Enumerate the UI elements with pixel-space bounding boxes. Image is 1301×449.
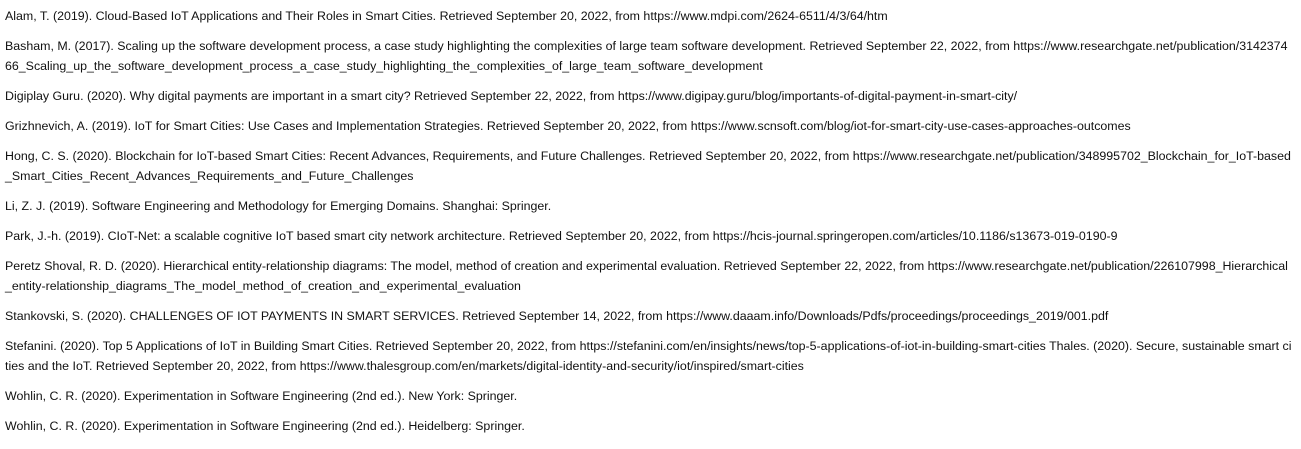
reference-list xyxy=(5,6,1293,446)
reference-entry: Stefanini. (2020). Top 5 Applications of IoT in Building Smart Cities. Retrieved September 20, 2022, from https://stefanini.com/en/insights/news/top-5-applications-of-iot-in-building-smart-cities Thales. (2020). Secure, sustainable smart cities and the IoT. Retrieved September 20, 2022, from https://www.thalesgroup.com/en/markets/digital-identity-and-security/iot/inspired/smart-cities xyxy=(5,339,1292,373)
reference-entry: Peretz Shoval, R. D. (2020). Hierarchical entity-relationship diagrams: The model, method of creation and experimental evaluation. Retrieved September 22, 2022, from https://www.researchgate.net/publication/226107998_Hierarchical_entity-relationship_diagrams_The_model_method_of_creation_and_experimental_evaluation xyxy=(5,259,1288,293)
reference-entry: Digiplay Guru. (2020). Why digital payments are important in a smart city? Retrieved September 22, 2022, from https://www.digipay.guru/blog/importants-of-digital-payment-in-smart-city/ xyxy=(5,89,1018,103)
reference-entry: Wohlin, C. R. (2020). Experimentation in Software Engineering (2nd ed.). Heidelberg: Springer. xyxy=(5,419,525,433)
reference-entry: Stankovski, S. (2020). CHALLENGES OF IOT PAYMENTS IN SMART SERVICES. Retrieved September 14, 2022, from https://www.daaam.info/Downloads/Pdfs/proceedings/proceedings_2019/001.pdf xyxy=(5,309,1109,323)
reference-entry: Wohlin, C. R. (2020). Experimentation in Software Engineering (2nd ed.). New York: Springer. xyxy=(5,389,518,403)
reference-entry: Hong, C. S. (2020). Blockchain for IoT-based Smart Cities: Recent Advances, Requirements, and Future Challenges. Retrieved September 20, 2022, from https://www.researchgate.net/publication/348995702_Blockchain_for_IoT-based_Smart_Cities_Recent_Advances_Requirements_and_Future_Challenges xyxy=(5,149,1291,183)
reference-entry: Li, Z. J. (2019). Software Engineering and Methodology for Emerging Domains. Shanghai: Springer. xyxy=(5,199,552,213)
reference-entry: Alam, T. (2019). Cloud-Based IoT Applications and Their Roles in Smart Cities. Retrieved September 20, 2022, from https://www.mdpi.com/2624-6511/4/3/64/htm xyxy=(5,9,888,23)
reference-entry: Basham, M. (2017). Scaling up the software development process, a case study highlighting the complexities of large team software development. Retrieved September 22, 2022, from https://www.researchgate.net/publication/314237466_Scaling_up_the_software_development_process_a_case_study_highlighting_the_complexities_of_large_team_software_development xyxy=(5,39,1288,73)
reference-entry: Park, J.-h. (2019). CIoT-Net: a scalable cognitive IoT based smart city network architecture. Retrieved September 20, 2022, from https://hcis-journal.springeropen.com/articles/10.1186/s13673-019-0190-9 xyxy=(5,229,1118,243)
reference-entry: Grizhnevich, A. (2019). IoT for Smart Cities: Use Cases and Implementation Strategies. Retrieved September 20, 2022, from https://www.scnsoft.com/blog/iot-for-smart-city-use-cases-approaches-outcomes xyxy=(5,119,1131,133)
